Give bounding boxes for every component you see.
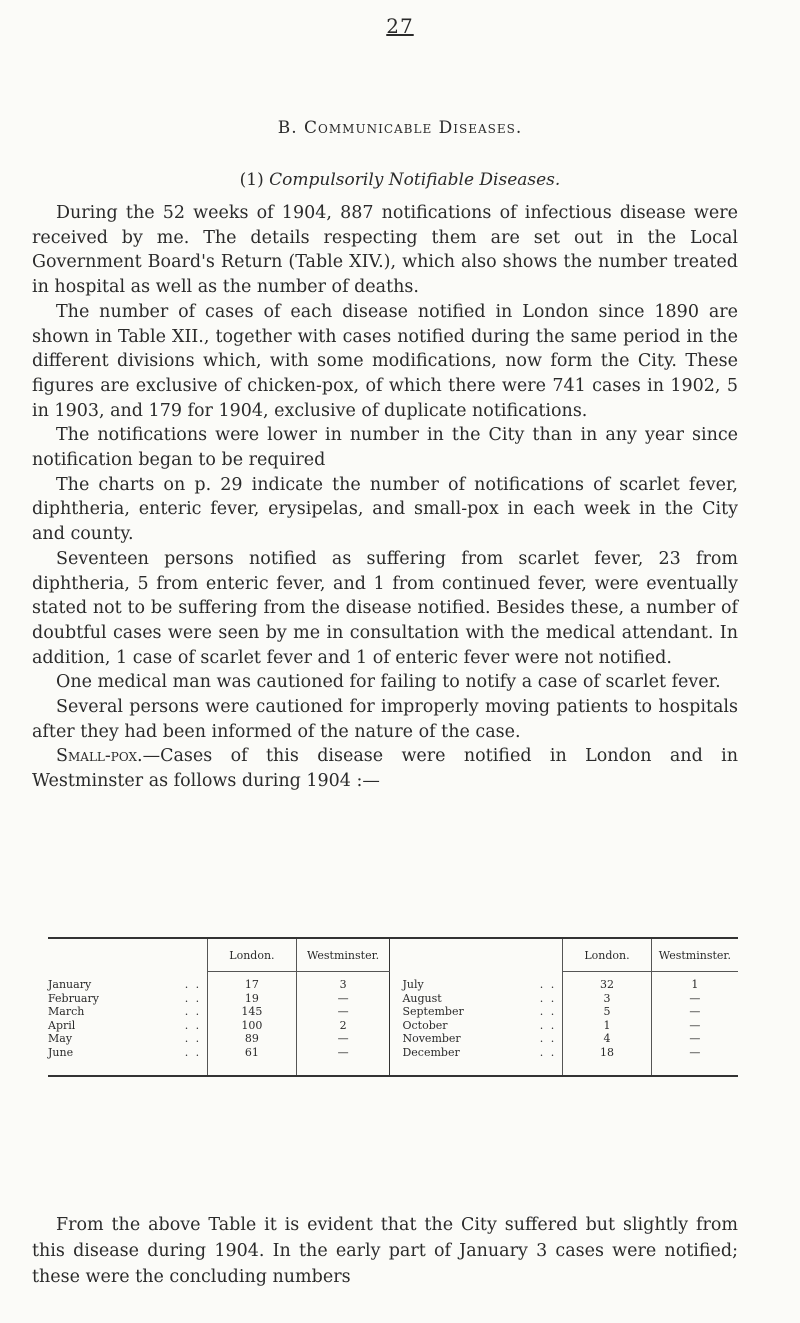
month-label: July [402,978,424,991]
section-heading: B. Communicable Diseases. [277,118,523,138]
westminster-cell: — [651,1032,738,1046]
leader-dots: . . [184,1032,202,1046]
month-label: March [48,1005,85,1019]
month-label: December [402,1045,460,1059]
london-cell: 32 [563,972,651,992]
westminster-cell: — [651,1019,738,1033]
leader-dots: . . [539,1045,557,1059]
month-label: August [402,991,442,1005]
month-label: September [402,1005,464,1019]
westminster-cell: 1 [651,972,738,992]
month-label: November [402,1032,461,1046]
table-row [48,1005,738,1019]
table-row [48,1032,738,1046]
leader-dots: . . [184,1005,202,1019]
london-header-left: London. [208,939,296,972]
subheading-title: Compulsorily Notifiable Diseases. [269,170,561,190]
month-header-left [48,939,208,972]
smallpox-lead: Small-pox. [56,746,143,767]
westminster-cell: — [651,1005,738,1019]
table-row [48,972,738,992]
month-header-right [390,939,563,972]
paragraph-lower-number: The notifications were lower in number in the City than in any year since notification began to be required [32,425,738,471]
leader-dots: . . [184,991,202,1005]
month-label: April [48,1018,76,1032]
body-text [32,201,738,794]
table-row [48,1046,738,1076]
westminster-cell: 2 [296,1019,390,1033]
westminster-cell: 3 [296,972,390,992]
month-label: October [402,1018,448,1032]
month-label: June [48,1045,74,1059]
page-number: 27 [386,14,414,38]
paragraph-closing: From the above Table it is evident that the City suffered but slightly from this disease during 1904. In the early part of January 3 cases were notified; these were the concluding numbers [32,1215,738,1287]
leader-dots: . . [539,978,557,991]
westminster-cell: — [296,1005,390,1019]
paragraph-cautioned-doctor: One medical man was cautioned for failing to notify a case of scarlet fever. [56,672,721,693]
paragraph-table-xii: The number of cases of each disease notified in London since 1890 are shown in Table XII., together with cases notified during the same period in the different divisions which, with some modifications, now form the City. These figures are exclusive of chicken-pox, of which there were 741 cases in 1902, 5 in 1903, and 179 for 1904, exclusive of duplicate notifications. [32,301,738,421]
london-cell: 19 [208,992,296,1006]
westminster-cell: — [651,1046,738,1076]
leader-dots: . . [539,1018,557,1032]
westminster-header-right: Westminster. [651,939,738,972]
london-cell: 89 [208,1032,296,1046]
leader-dots: . . [539,1005,557,1019]
london-cell: 5 [563,1005,651,1019]
leader-dots: . . [539,991,557,1005]
london-cell: 100 [208,1019,296,1033]
leader-dots: . . [184,1045,202,1059]
london-cell: 61 [208,1046,296,1076]
westminster-cell: — [296,1032,390,1046]
paragraph-charts: The charts on p. 29 indicate the number of notifications of scarlet fever, diphtheria, enteric fever, erysipelas, and small-pox in each week in the City and county. [32,474,738,545]
london-cell: 17 [208,972,296,992]
leader-dots: . . [184,1018,202,1032]
smallpox-text: —Cases of this disease were notified in London and in Westminster as follows during 1904 :— [32,746,738,792]
westminster-cell: — [296,1046,390,1076]
london-cell: 3 [563,992,651,1006]
leader-dots: . . [184,978,202,991]
paragraph-smallpox [32,744,738,793]
subheading-number: (1) [239,170,264,190]
month-label: February [48,991,99,1005]
paragraph-wrong-diagnoses: Seventeen persons notified as suffering from scarlet fever, 23 from diphtheria, 5 from enteric fever, and 1 from continued fever, were eventually stated not to be suffering from the disease notified. Besides these, a number of doubtful cases were seen by me in consultation with the medical attendant. In addition, 1 case of scarlet fever and 1 of enteric fever were not notified. [32,548,738,668]
london-header-right: London. [563,939,651,972]
westminster-cell: — [296,992,390,1006]
table-row [48,992,738,1006]
paragraph-notifications: During the 52 weeks of 1904, 887 notifications of infectious disease were received by me. The details respecting them are set out in the Local Government Board's Return (Table XIV.), which also shows the number treated in hospital as well as the number of deaths. [32,203,738,298]
month-label: May [48,1032,73,1046]
westminster-cell: — [651,992,738,1006]
smallpox-table [48,937,738,1077]
westminster-header-left: Westminster. [296,939,390,972]
table-row [48,1019,738,1033]
closing-text [32,1212,738,1290]
london-cell: 18 [563,1046,651,1076]
london-cell: 4 [563,1032,651,1046]
london-cell: 1 [563,1019,651,1033]
subheading [0,170,800,190]
leader-dots: . . [539,1032,557,1046]
month-label: January [48,978,92,991]
paragraph-cautioned-persons: Several persons were cautioned for improperly moving patients to hospitals after they had been informed of the nature of the case. [32,697,738,742]
london-cell: 145 [208,1005,296,1019]
